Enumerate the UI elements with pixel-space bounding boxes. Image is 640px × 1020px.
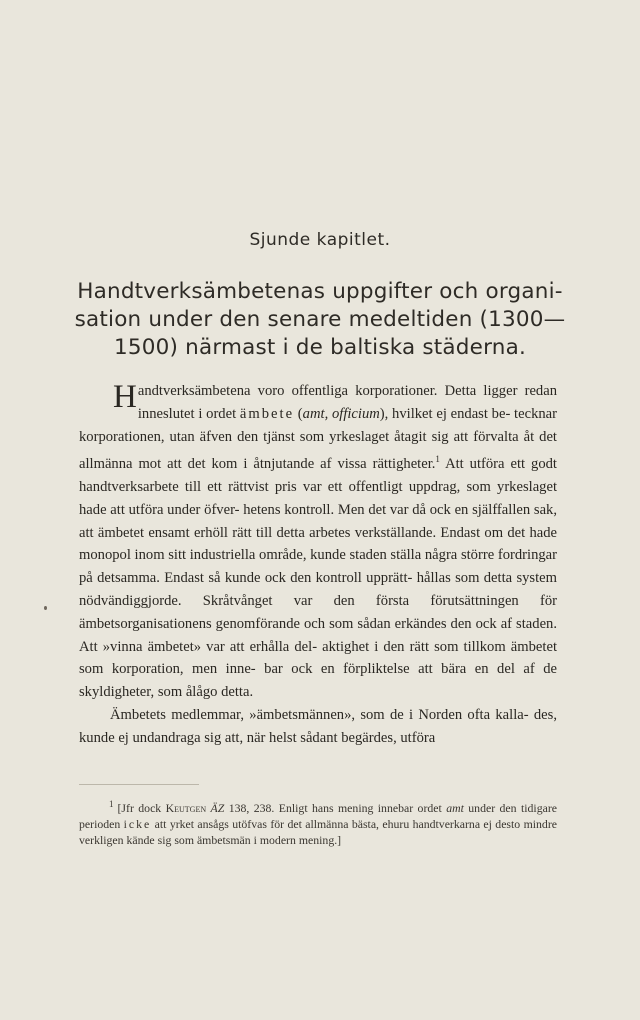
footnote-text-b: 138, 238. Enligt hans mening innebar ordet — [224, 800, 447, 815]
p1-text-d: Att utföra ett godt handtverksarbete till ett rättvist pris var ett offentligt uppdrag, som yrkeslaget hade att utföra under öfver- hetens kontroll. Men det var då ock en själffallen sak, att ämbetet ensamt erhöll rätt till detta arbetes verkställande. Endast om det hade monopol inom sitt industriella område, kunde staden ställa några större fordringar på detsamma. Endast så kunde ock den kontroll upprätt- hållas som detta system nödvändiggjorde. Skråtvånget var den första förutsättningen för ämbetsorganisationens genomförande och som sådan erkändes den ock af staden. Att »vinna ämbetet» var att erhålla del- aktighet i den rätt som tillkom ämbetet som korporation, men inne- bar ock en förpliktelse att bära en del af de skyldigheter, som ålågo detta. — [79, 456, 557, 701]
footnote-author: Keutgen — [165, 800, 207, 815]
footnote-ref: 1 — [435, 454, 440, 465]
footnote-marker: 1 — [109, 799, 114, 809]
p1-text-a: andtverksämbetena voro offentliga korporationer. Detta ligger redan inneslutet i ordet — [137, 383, 557, 422]
chapter-heading: Sjunde kapitlet. — [249, 230, 391, 250]
p1-italic: amt, officium — [302, 405, 380, 422]
p1-text-b: ( — [294, 405, 303, 422]
footnote-italic: amt — [446, 800, 464, 815]
p1-text-c: ), hvilket ej endast be- tecknar korporationen, utan äfven den tjänst som yrkeslaget åtagit sig att förvalta åt det allmänna mot att det kom i åtnjutande af vissa rättigheter. — [79, 405, 557, 473]
footnote-text-a: [Jfr dock — [117, 800, 166, 815]
chapter-title: Handtverksämbetenas uppgifter och organi- sation under den senare medeltiden (1300— 1500) närmast i de baltiska städerna. — [74, 279, 566, 360]
paragraph-1 — [79, 380, 557, 704]
body-text — [79, 380, 557, 750]
p1-spaced-word: ämbete — [239, 405, 295, 422]
footnote-text-c: under den tidigare perioden — [79, 800, 557, 831]
footnote-spaced: icke — [123, 816, 152, 831]
drop-cap: H — [113, 379, 137, 415]
paper-speck — [44, 606, 47, 610]
footnote — [79, 796, 557, 848]
footnote-ref-title: ÄZ — [210, 800, 225, 815]
paragraph-2: Ämbetets medlemmar, »ämbetsmännen», som de i Norden ofta kalla- des, kunde ej undandraga sig att, när helst sådant begärdes, utföra — [79, 707, 557, 746]
footnote-divider — [79, 784, 199, 785]
footnote-text-d: att yrket ansågs utöfvas för det allmänna bästa, ehuru handtverkarna ej desto mindre verkligen kände sig som ämbetsmän i modern mening.] — [79, 816, 557, 847]
